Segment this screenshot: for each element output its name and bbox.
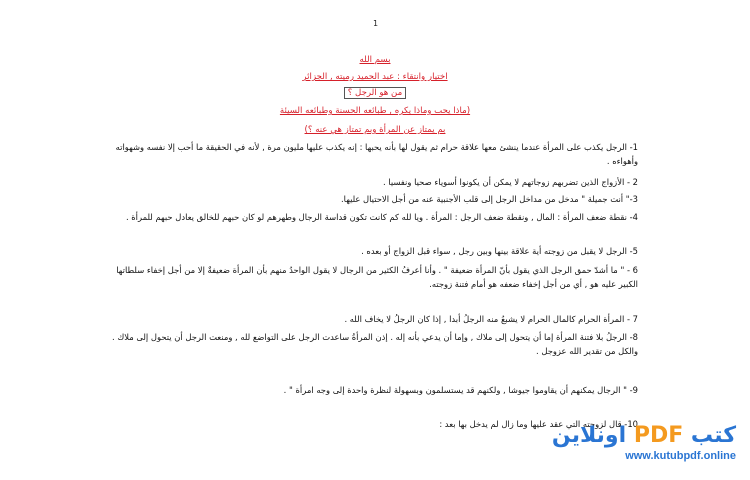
document-subtitle: (ماذا يحب وماذا يكره , طبائعه الحسنة وطبائعه السيئة bbox=[279, 106, 471, 116]
subtitle-line bbox=[0, 106, 750, 117]
paragraph-6: 6 - " ما أشدّ حمق الرجل الذي يقول بأنّ المرأة ضعيفة " . وأنا أعرفُ الكثير من الرجال لا يقول الواحدُ منهم بأن المرأة ضعيفةٌ إلا من أجل إخفاء سلطاتها الكبير عليه هو , أي من أجل إخفاء ضعفه هو أمام فتنة زوجته. bbox=[116, 265, 638, 289]
basmala: بسم الله bbox=[359, 55, 391, 65]
watermark-url: www.kutubpdf.online bbox=[625, 450, 736, 462]
paragraph-7: 7 - المرأة الحرام كالمال الحرام لا يشبعُ منه الرجلُ أبدا , إذا كان الرجلُ لا يخاف الله . bbox=[344, 314, 638, 324]
paragraph-4: 4- نقطة ضعف المرأة : المال , ونقطة ضعف الرجل : المرأة . ويا لله كم كانت تكون قداسة الرجال وطهرهم لو كان حبهم للخالق يعادل حبهم للمرأة . bbox=[125, 212, 638, 222]
paragraph-5: 5- الرجل لا يقبل من زوجته أية علاقة بينها وبين رجل , سواء قبل الزواج أو بعده . bbox=[361, 246, 638, 256]
document-subtitle-2: بم يمتاز عن المرأة وبم تمتاز هي عنه ؟) bbox=[304, 125, 446, 135]
watermark-word-online: اونلاين bbox=[551, 423, 627, 448]
watermark-logo bbox=[551, 423, 736, 448]
page-number: 1 bbox=[373, 19, 379, 28]
basmala-line bbox=[0, 55, 750, 66]
compiled-by: اختيار وانتقاء : عبد الحميد رميته , الجزائر bbox=[302, 72, 448, 82]
paragraph-1: 1- الرجل يكذب على المرأة عندما ينشئ معها علاقة حرام ثم يقول لها بأنه يحبها : إنه يكذب عليها مليون مرة , لأنه في الحقيقة ما أحب إلا نفسه وشهواته وأهواءه . bbox=[115, 142, 638, 166]
watermark-word-pdf: PDF bbox=[633, 423, 684, 448]
title-line bbox=[0, 88, 750, 99]
document-title: من هو الرجل ؟ bbox=[344, 87, 406, 99]
paragraph-9: 9- " الرجال يمكنهم أن يقاوموا جيوشا , ولكنهم قد يستسلمون وبسهولة لنظرة واحدة إلى وجه امرأة " . bbox=[283, 385, 638, 395]
watermark-word-kutub: كتب bbox=[690, 423, 736, 448]
paragraph-2: 2 - الأزواج الذين تضربهم زوجاتهم لا يمكن أن يكونوا أسوياء صحيا ونفسيا . bbox=[382, 177, 638, 187]
paragraph-8: 8- الرجلُ بلا فتنة المرأة إما أن يتحول إلى ملاك , وإما أن يدعي بأنه إله . إذن المرأةُ ساعدت الرجل على التواضع لله , ومنعت الرجل أن يتحول إلى ملاك . والكل من تقدير الله عزوجل . bbox=[112, 332, 638, 356]
subtitle-line-2 bbox=[0, 125, 750, 136]
site-watermark bbox=[551, 423, 736, 462]
paragraph-10: 10- قال لزوجته التي عقد عليها وما زال لم يدخل بها بعد : bbox=[439, 419, 638, 429]
compiler-line bbox=[0, 72, 750, 83]
paragraph-3: 3-" أنت جميلة " مدخل من مداخل الرجل إلى قلب الأجنبية عنه من أجل الاحتيال عليها. bbox=[341, 194, 638, 204]
